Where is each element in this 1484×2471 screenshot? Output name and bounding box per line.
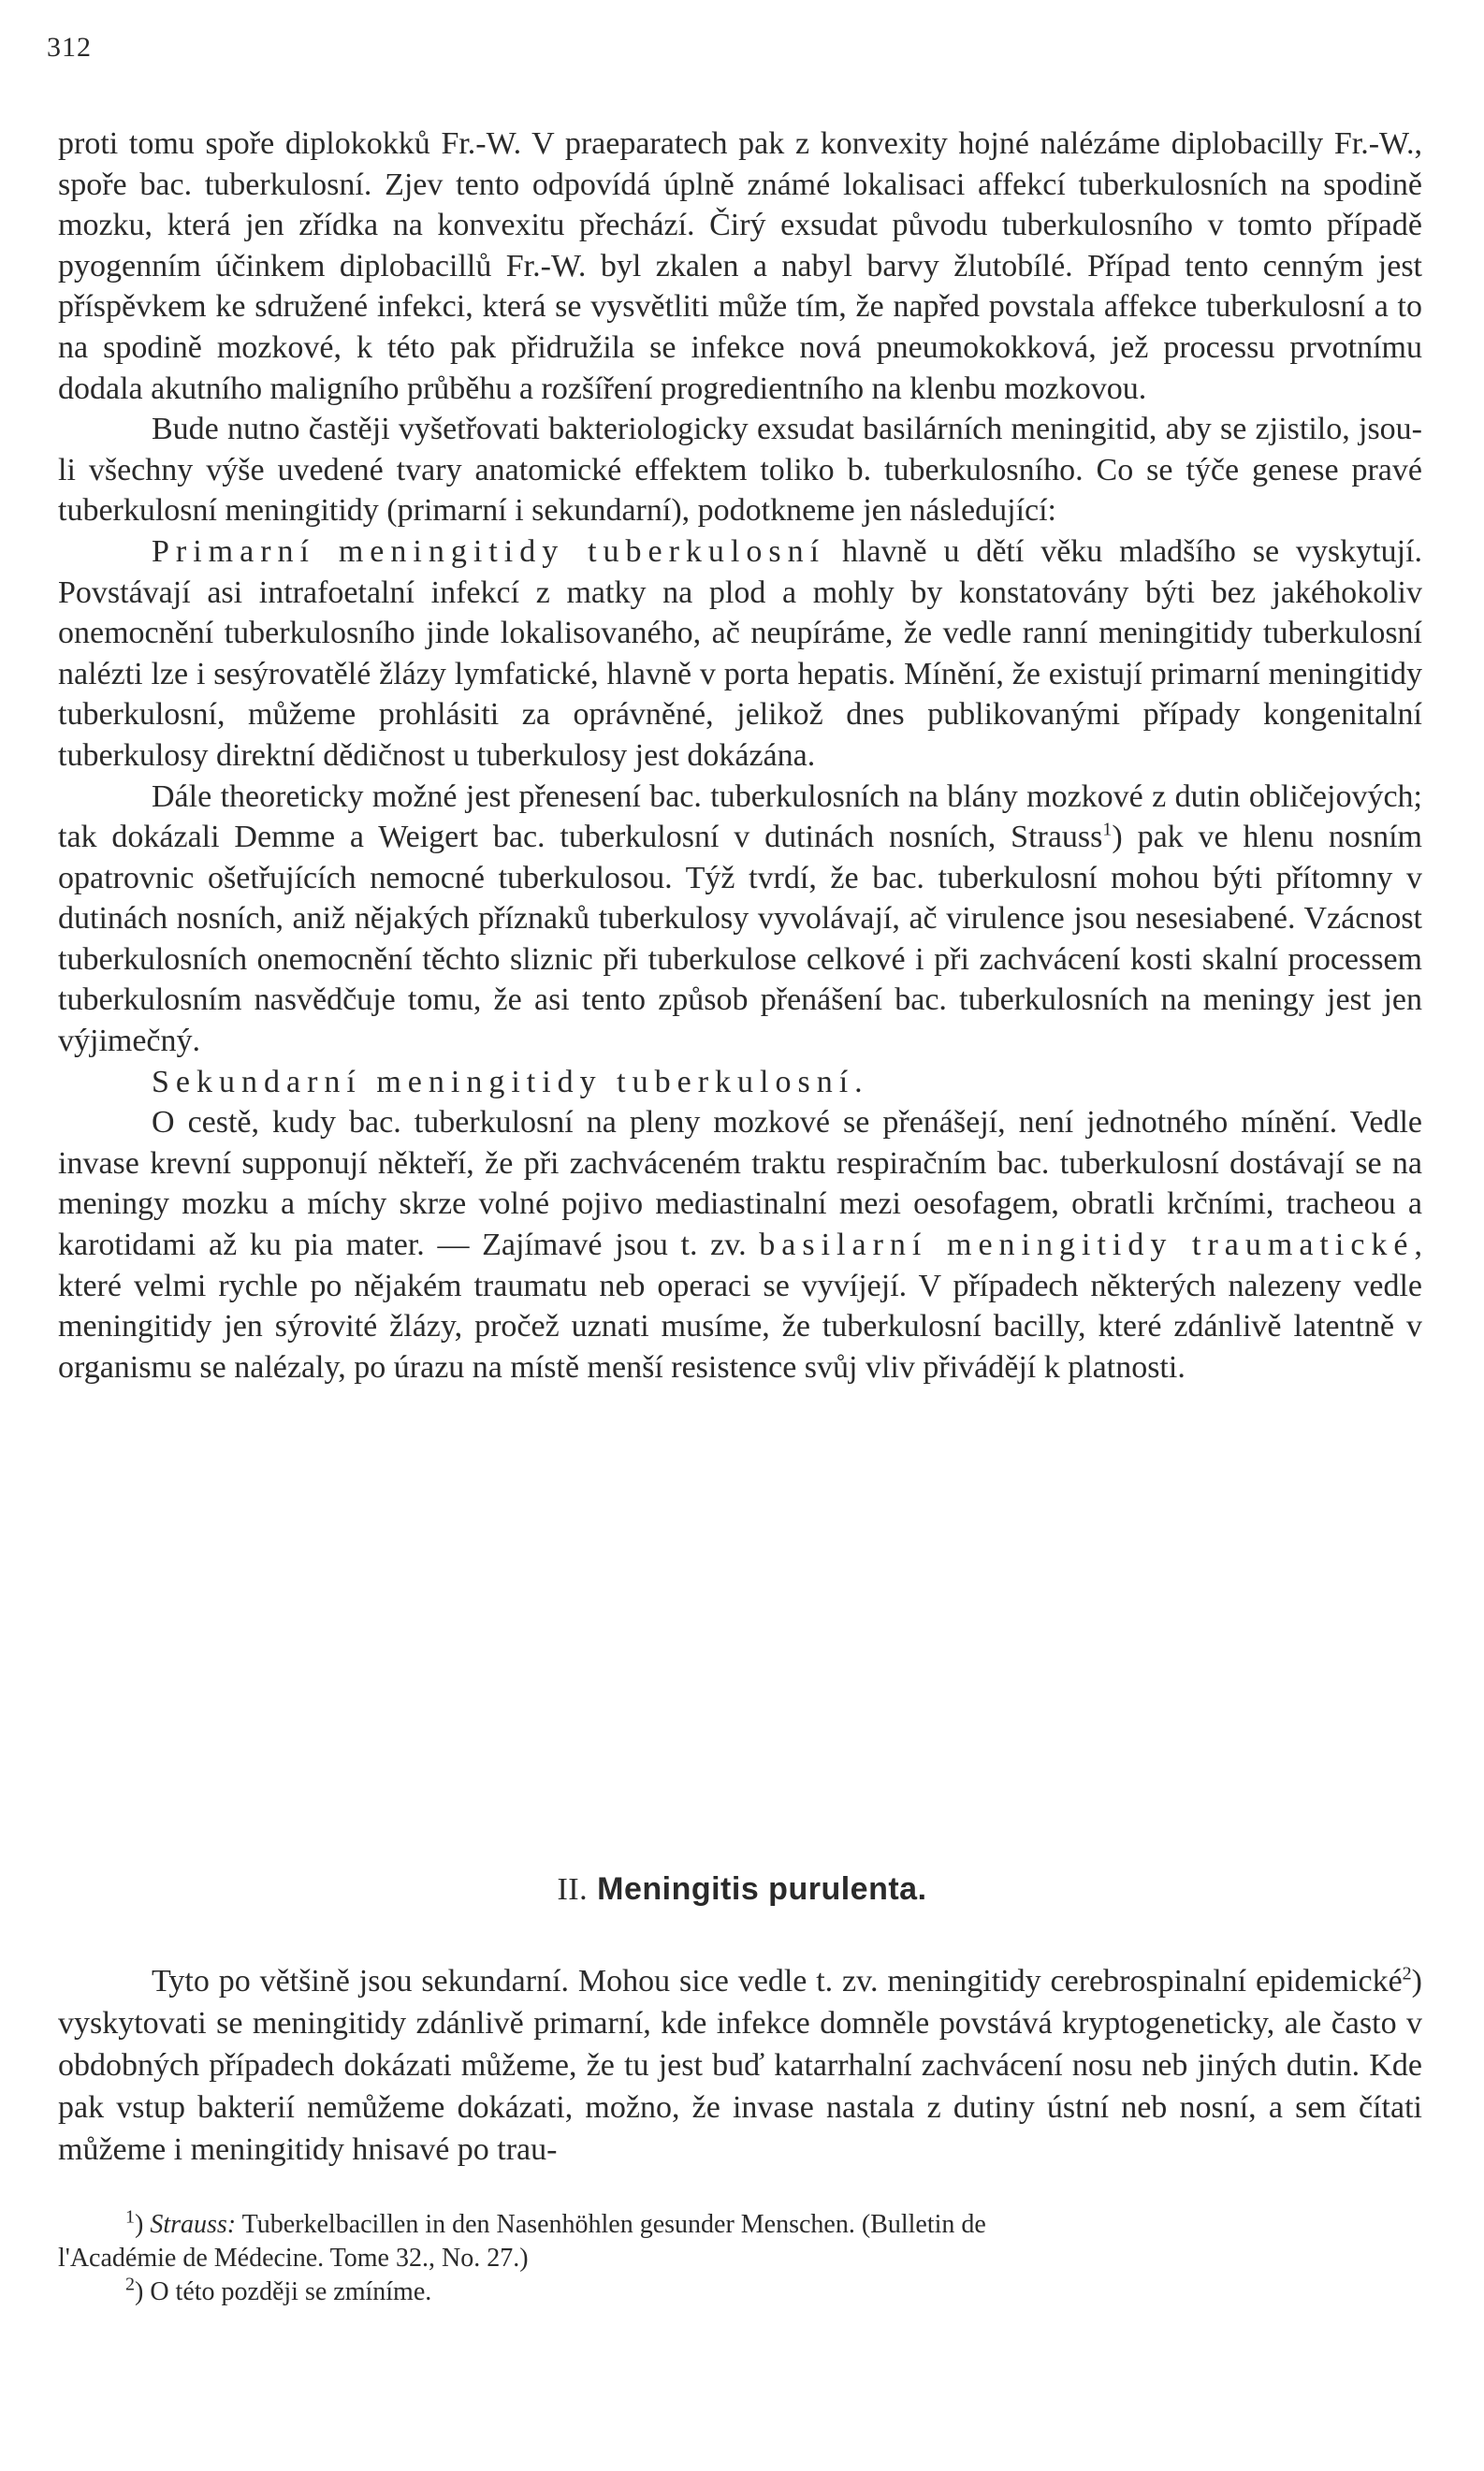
paragraph-purulenta [58,1960,1422,2171]
footnote-1: $^1$) Strauss: Tuberkelbacillen in den Nasenhöhlen gesunder Menschen. (Bulletin de [125,2206,986,2239]
section-number: II. [557,1872,589,1907]
secondary-heading: Sekundarní meningitidy tuberkulosní. [152,1064,869,1099]
secondary-spaced-term: basilarní meningitidy traumatické [759,1228,1415,1263]
purulenta-text-after: ) vyskytovati se meningitidy zdánlivě primarní, kde infekce domněle povstává kryptogeneticky, ale často v obdobných případech dokázati můžeme, že tu jest buď katarrhalní zachvácení nosu neb jiných dutin. Kde pak vstup bakterií nemůžeme dokázati, možno, že invase nastala z dutiny ústní neb nosní, a sem čítati můžeme i meningitidy hnisavé po trau- [58,1964,1422,2167]
section-text [58,1960,1422,2171]
section-title: Meningitis purulenta. [597,1871,927,1907]
purulenta-text-before: Tyto po většině jsou sekundarní. Mohou sice vedle t. zv. meningitidy cerebrospinalní epidemické [152,1964,1403,1999]
paragraph-secondary-meningitis [58,1102,1422,1388]
main-text [58,124,1422,1388]
paragraph-continuation: proti tomu spoře diplokokků Fr.-W. V praeparatech pak z konvexity hojné nalézáme diplobacilly Fr.-W., spoře bac. tuberkulosní. Zjev tento odpovídá úplně známé lokalisaci affekcí tuberkulosních na spodině mozku, která jen zřídka na konvexitu přechází. Čirý exsudat původu tuberkulosního v tomto případě pyogenním účinkem diplobacillů Fr.-W. byl zkalen a nabyl barvy žlutobílé. Případ tento cenným jest příspěvkem ke sdružené infekci, která se vysvětliti může tím, že napřed povstala affekce tuberkulosní a to na spodině mozkové, k této pak přidružila se infekce nová pneumokokková, jež processu prvotnímu dodala akutního maligního průběhu a rozšíření progredientního na klenbu mozkovou. [58,126,1422,406]
footnote-2-mark: 2 [125,2274,135,2295]
secondary-text-1: O cestě, kudy bac. tuberkulosní na pleny mozkové se přenášejí, není jednotného mínění. Vedle invase krevní supponují někteří, že při zachváceném traktu respiračním bac. tuberkulosní dostávají se na meningy mozku a míchy skrze volné pojivo mediastinalní mezi oesofagem, obratli krčními, tracheou a karotidami až ku pia mater. — Zajímavé jsou t. zv. [58,1105,1422,1263]
footnotes [58,2208,1422,2309]
primary-text: hlavně u dětí věku mladšího se vyskytují. Povstávají asi intrafoetalní infekcí z matky na plod a mohly by konstatovány býti bez jakéhokoliv onemocnění tuberkulosního jinde lokalisovaného, ač neupíráme, že vedle ranní meningitidy tuberkulosní nalézti lze i sesýrovatělé žlázy lymfatické, hlavně v porta hepatis. Mínění, že existují primarní meningitidy tuberkulosní, můžeme prohlásiti za oprávněné, jelikož dnes publikovanými případy kongenitalní tuberkulosy direktní dědičnost u tuberkulosy jest dokázána. [58,533,1422,773]
footnote-2-text: ) O této později se zmíníme. [135,2277,432,2306]
footnote-ref-2: 2 [1402,1963,1412,1984]
footnote-1-continuation: l'Académie de Médecine. Tome 32., No. 27.) [58,2244,529,2273]
transmission-text-after: ) pak ve hlenu nosním opatrovnic ošetřujících nemocné tuberkulosou. Týž tvrdí, že bac. tuberkulosní mohou býti přítomny v dutinách nosních, aniž nějakých příznaků tuberkulosy vyvolávají, ač virulence jsou nesesiabené. Vzácnost tuberkulosních onemocnění těchto sliznic při tuberkulose celkové i při zachvácení kosti skalní processem tuberkulosním nasvědčuje tomu, že asi tento způsob přenášení bac. tuberkulosních na meningy jest jen výjimečný. [58,820,1423,1059]
paragraph-transmission [58,777,1422,1062]
footnote-1-text: Tuberkelbacillen in den Nasenhöhlen gesunder Menschen. (Bulletin de [236,2210,986,2239]
section-heading [0,1871,1484,1908]
paragraph-bacteriology: Bude nutno častěji vyšetřovati bakteriologicky exsudat basilárních meningitid, aby se zjistilo, jsou-li všechny výše uvedené tvary anatomické effektem toliko b. tuberkulosního. Co se týče genese pravé tuberkulosní meningitidy (primarní i sekundarní), podotkneme jen následující: [58,412,1422,529]
paragraph-primary-meningitis [58,531,1422,777]
footnote-ref-1: 1 [1102,819,1113,840]
footnote-2 [58,2275,1422,2309]
secondary-text-2: , které velmi rychle po nějakém traumatu neb operaci se vyvíjejí. V případech některých nalezeny vedle meningitidy jen sýrovité žlázy, pročež uznati musíme, že tuberkulosní bacilly, které zdánlivě latentně v organismu se nalézaly, po úrazu na místě menší resistence svůj vliv přivádějí k platnosti. [58,1228,1422,1385]
footnote-1-mark: 1 [125,2206,135,2228]
transmission-text-before: Dále theoreticky možné jest přenesení bac. tuberkulosních na blány mozkové z dutin obličejových; tak dokázali Demme a Weigert bac. tuberkulosní v dutinách nosních, Strauss [58,778,1422,855]
footnote-1-author: Strauss: [150,2210,237,2239]
primary-heading: Primarní meningitidy tuberkulosní [152,533,826,569]
page-number: 312 [47,32,92,63]
